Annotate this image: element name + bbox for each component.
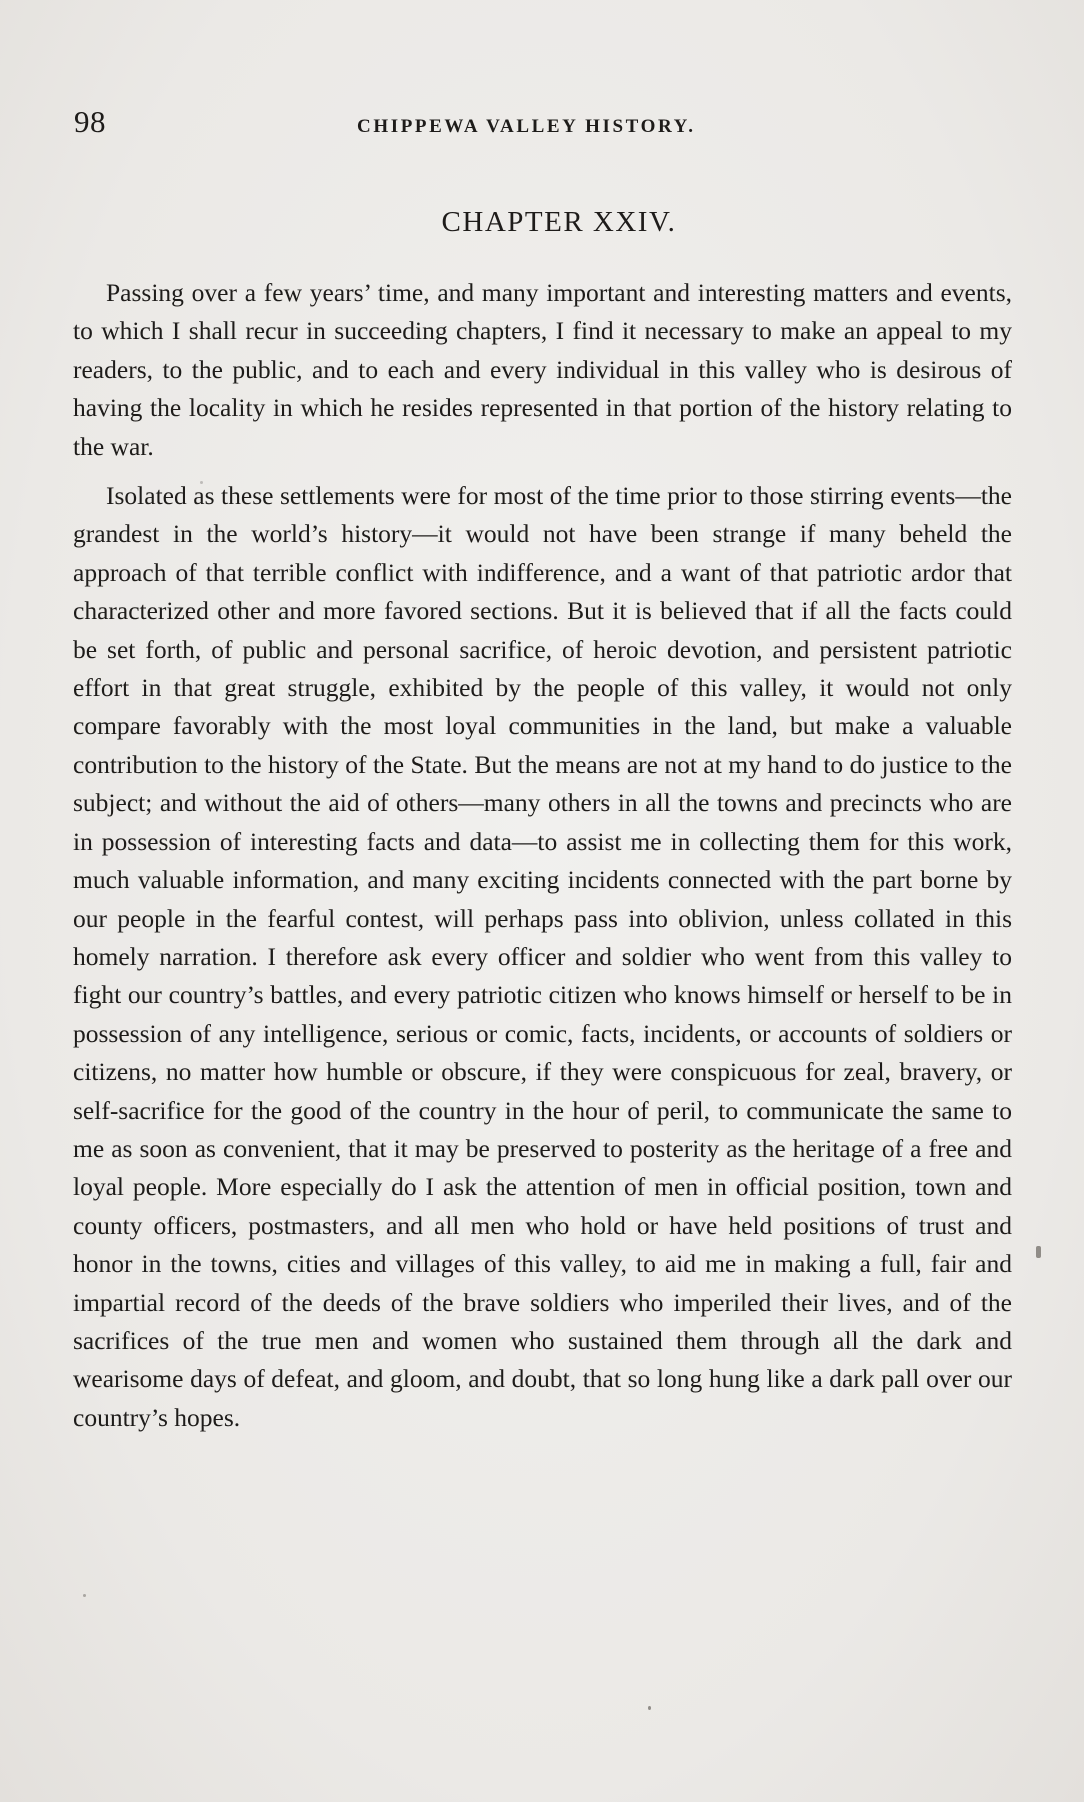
ink-speck — [1036, 1246, 1041, 1258]
ink-speck — [648, 1706, 651, 1710]
body-text — [73, 274, 1012, 1448]
paragraph: Isolated as these settlements were for most of the time prior to those stirring events—the grandest in the world’s history—it would not have been strange if many beheld the approach of that terrible conflict with indifference, and a want of that patriotic ardor that characterized other and more favored sections. But it is believed that if all the facts could be set forth, of public and personal sacrifice, of heroic devotion, and persistent patriotic effort in that great struggle, exhibited by the people of this valley, it would not only compare favorably with the most loyal communities in the land, but make a valuable contribution to the history of the State. But the means are not at my hand to do justice to the subject; and without the aid of others—many others in all the towns and precincts who are in possession of interesting facts and data—to assist me in collecting them for this work, much valuable information, and many exciting incidents connected with the part borne by our people in the fearful contest, will perhaps pass into oblivion, unless collated in this homely narration. I therefore ask every officer and soldier who went from this valley to fight our country’s battles, and every patriotic citizen who knows himself or herself to be in possession of any intelligence, serious or comic, facts, incidents, or accounts of soldiers or citizens, no matter how humble or obscure, if they were conspicuous for zeal, bravery, or self-sacrifice for the good of the country in the hour of peril, to communicate the same to me as soon as convenient, that it may be preserved to posterity as the heritage of a free and loyal people. More especially do I ask the attention of men in official position, town and county officers, postmasters, and all men who hold or have held positions of trust and honor in the towns, cities and villages of this valley, to aid me in making a full, fair and impartial record of the deeds of the brave soldiers who imperiled their lives, and of the sacrifices of the true men and women who sustained them through all the dark and wearisome days of defeat, and gloom, and doubt, that so long hung like a dark pall over our country’s hopes. — [73, 481, 1012, 1432]
paragraph: Passing over a few years’ time, and many important and interesting matters and events, to which I shall recur in succeeding chapters, I find it necessary to make an appeal to my readers, to the public, and to each and every individual in this valley who is desirous of having the locality in which he resides represented in that portion of the history relating to the war. — [73, 278, 1012, 461]
page-number: 98 — [74, 104, 106, 139]
chapter-title: CHAPTER XXIV. — [441, 206, 677, 238]
ink-speck — [83, 1594, 86, 1597]
page-header — [74, 104, 1014, 144]
running-title: CHIPPEWA VALLEY HISTORY. — [357, 116, 696, 137]
ink-speck — [200, 481, 203, 484]
